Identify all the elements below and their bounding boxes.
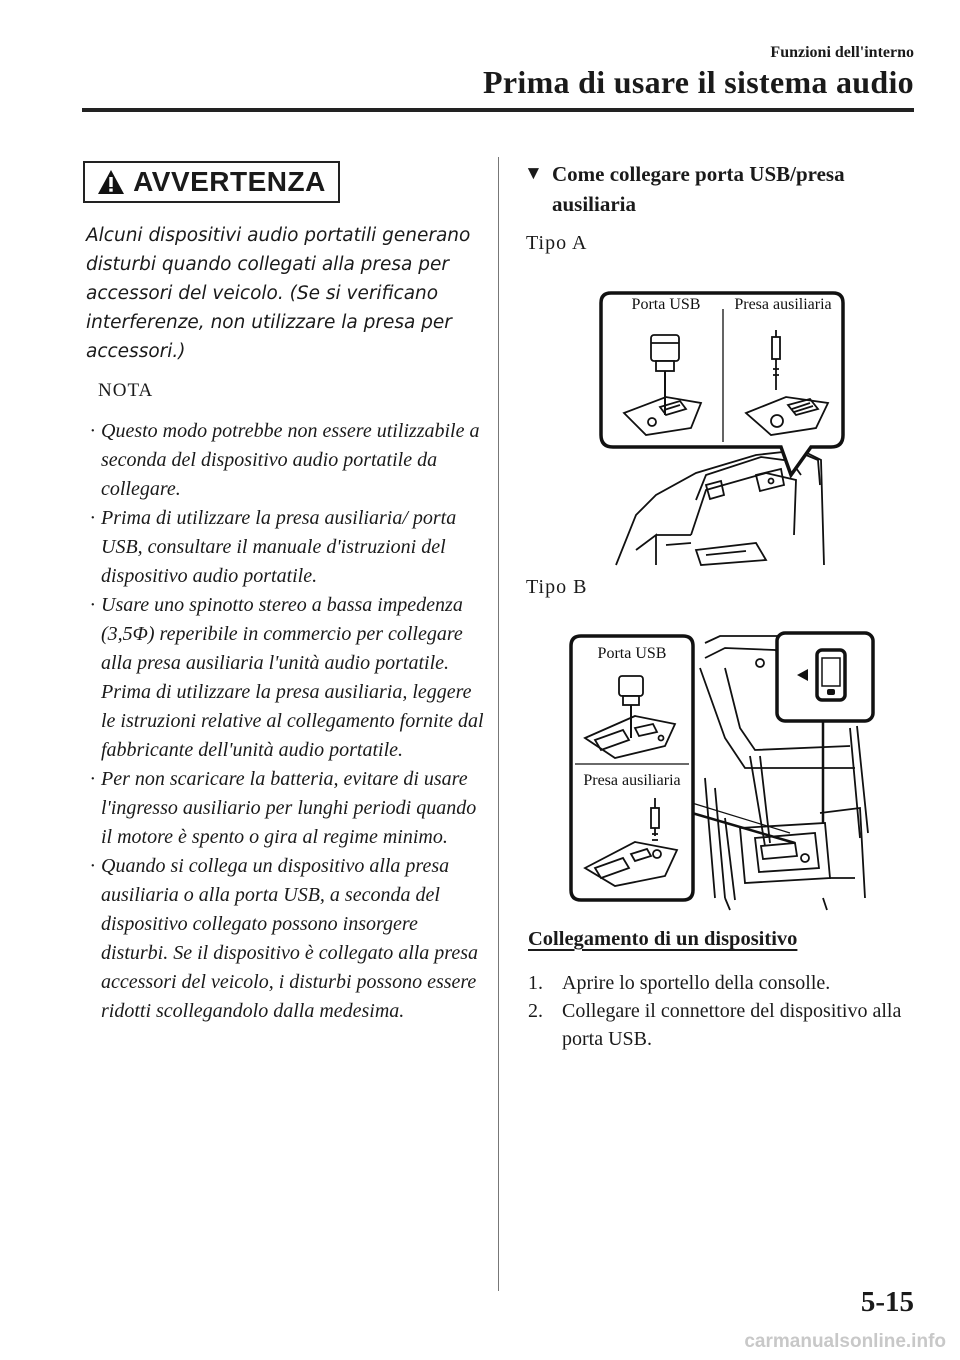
note-list bbox=[84, 417, 484, 1026]
list-item: · Per non scaricare la batteria, evitare di usare l'ingresso ausiliario per lunghi periodi quando il motore è spento o gira al regime minimo. bbox=[90, 768, 477, 848]
step-list bbox=[528, 969, 918, 1053]
list-item: · Questo modo potrebbe non essere utilizzabile a seconda del dispositivo audio portatile da collegare. bbox=[90, 420, 480, 500]
list-item: 2. Collegare il connettore del dispositivo alla porta USB. bbox=[528, 1000, 902, 1050]
warning-icon bbox=[97, 169, 125, 195]
note-label: NOTA bbox=[98, 380, 154, 401]
list-item: 1. Aprire lo sportello della consolle. bbox=[528, 972, 831, 994]
subsection-heading: ▼ Come collegare porta USB/presa ausiliaria bbox=[524, 159, 904, 219]
type-a-illustration bbox=[596, 285, 846, 570]
type-a-label: Tipo A bbox=[526, 232, 588, 254]
type-a-aux-label: Presa ausiliaria bbox=[734, 296, 832, 313]
type-b-usb-label: Porta USB bbox=[597, 645, 667, 662]
warning-box bbox=[83, 161, 340, 203]
section-name: Funzioni dell'interno bbox=[770, 44, 914, 61]
page-title: Prima di usare il sistema audio bbox=[483, 64, 914, 100]
header-rule bbox=[82, 108, 914, 112]
warning-text: Alcuni dispositivi audio portatili generano disturbi quando collegati alla presa per accessori del veicolo. (Se si verificano interferenze, non utilizzare la presa per accessori.) bbox=[86, 225, 471, 362]
column-divider bbox=[498, 157, 499, 1291]
list-item: · Usare uno spinotto stereo a bassa impedenza (3,5Φ) reperibile in commercio per collegare alla presa ausiliaria l'unità audio portatile. Prima di utilizzare la presa ausiliaria, leggere le istruzioni relative al collegamento fornite dal fabbricante dell'unità audio portatile. bbox=[90, 594, 484, 761]
connection-heading: Collegamento di un dispositivo bbox=[528, 928, 798, 950]
warning-label: AVVERTENZA bbox=[133, 166, 326, 197]
page-number: 5-15 bbox=[860, 1286, 914, 1318]
list-item: · Quando si collega un dispositivo alla presa ausiliaria o alla porta USB, a seconda del dispositivo collegato possono insorgere disturbi. Se il dispositivo è collegato alla presa accessori del veicolo, i disturbi possono essere ridotti scollegandolo dalla medesima. bbox=[90, 855, 479, 1022]
triangle-marker-icon: ▼ bbox=[524, 163, 543, 184]
type-a-usb-label: Porta USB bbox=[631, 296, 701, 313]
watermark: carmanualsonline.info bbox=[744, 1331, 946, 1352]
type-b-illustration bbox=[565, 628, 880, 913]
type-b-aux-label: Presa ausiliaria bbox=[583, 772, 681, 789]
list-item: · Prima di utilizzare la presa ausiliaria/ porta USB, consultare il manuale d'istruzioni del dispositivo audio portatile. bbox=[90, 507, 457, 587]
type-b-label: Tipo B bbox=[526, 576, 588, 598]
